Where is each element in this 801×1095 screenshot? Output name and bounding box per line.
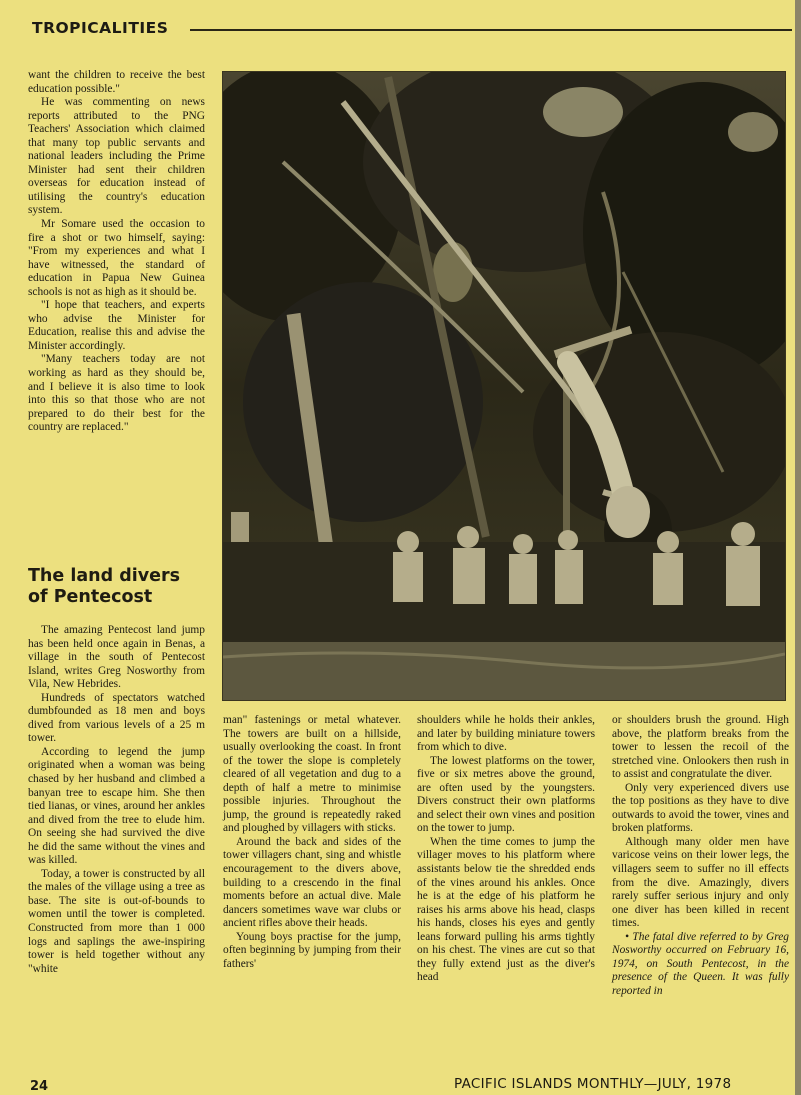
article-column-4 <box>612 714 789 998</box>
paragraph: According to legend the jump originated when a woman was being chased by her husband and climbed a banyan tree to escape him. She then tied lianas, or vines, around her ankles and dived from the tree to elude him. On seeing she had survived the dive he did the same without the vines and was killed. <box>28 745 205 867</box>
section-title: TROPICALITIES <box>32 19 169 37</box>
header-rule <box>190 29 792 31</box>
paragraph: Young boys practise for the jump, often beginning by jumping from their fathers' <box>223 930 401 970</box>
page-edge <box>795 0 801 1095</box>
page-header <box>32 19 792 43</box>
article-column-2 <box>223 714 401 971</box>
paragraph: Hundreds of spectators watched dumbfounded as 18 men and boys dived from various levels of a 25 m tower. <box>28 691 205 745</box>
paragraph: Around the back and sides of the tower villagers chant, sing and whistle encouragement to the divers above, building to a crescendo in the final moments before an actual dive. Male dancers sometimes wave war clubs or ancient rifles above their heads. <box>223 835 401 930</box>
headline-line-2: of Pentecost <box>28 587 153 607</box>
article-column-3 <box>417 714 595 985</box>
paragraph: or shoulders brush the ground. High above, the platform breaks from the tower to lessen the recoil of the stretched vine. Onlookers then rush in to assist and congratulate the diver. <box>612 714 789 781</box>
page-number: 24 <box>30 1079 49 1094</box>
paragraph: Today, a tower is constructed by all the males of the village using a tree as base. The site is out-of-bounds to women until the tower is completed. Constructed from more than 1 000 logs and saplings the awe-inspiring tower is held together without any "white <box>28 867 205 975</box>
paragraph: "Many teachers today are not working as hard as they should be, and I believe it is also time to look into this so that those who are not prepared to do their best for the country are replaced." <box>28 353 205 434</box>
paragraph: He was commenting on news reports attributed to the PNG Teachers' Association which claimed that many top public servants and national leaders including the Prime Minister had sent their children overseas for education instead of utilising the country's education system. <box>28 96 205 217</box>
article-column-1 <box>28 624 205 976</box>
paragraph: Although many older men have varicose veins on their lower legs, the villagers seem to suffer no ill effects from the dive. Amazingly, divers rarely suffer serious injury and only one diver has been killed in recent times. <box>612 835 789 930</box>
paragraph: man" fastenings or metal whatever. The towers are built on a hillside, usually overlooking the coast. In front of the tower the slope is completely cleared of all vegetation and dug to a depth of half a metre to minimise possible injuries. Throughout the jump, the ground is repeatedly raked and ploughed by villagers with sticks. <box>223 714 401 835</box>
paragraph: "I hope that teachers, and experts who advise the Minister for Education, realise this and advise the Minister accordingly. <box>28 299 205 352</box>
paragraph: The amazing Pentecost land jump has been held once again in Benas, a village in the south of Pentecost Island, writes Greg Nosworthy from Vila, New Hebrides. <box>28 624 205 691</box>
paragraph: Mr Somare used the occasion to fire a shot or two himself, saying: "From my experiences and what I have witnessed, the standard of education in Papua New Guinea schools is not as high as it should be. <box>28 218 205 298</box>
footnote: • The fatal dive referred to by Greg Nosworthy occurred on February 16, 1974, on South Pentecost, in the presence of the Queen. It was fully reported in <box>612 930 789 997</box>
paragraph: When the time comes to jump the villager moves to his platform where assistants below tie the shredded ends of the vines around his ankles. Once he is at the edge of his platform he raises his arms above his head, clasps his hands, closes his eyes and gently leans forward pulling his arms tightly on his chest. The vines are cut so that they fully extend just as the diver's head <box>417 835 595 984</box>
paragraph: want the children to receive the best education possible." <box>28 69 205 95</box>
article-headline <box>28 566 218 608</box>
land-diver-photo <box>222 71 786 701</box>
magazine-footer: PACIFIC ISLANDS MONTHLY—JULY, 1978 <box>454 1076 732 1092</box>
paragraph: shoulders while he holds their ankles, and later by building miniature towers from which to dive. <box>417 714 595 754</box>
paragraph: Only very experienced divers use the top positions as they have to dive outwards to avoid the tower, vines and broken platforms. <box>612 781 789 835</box>
left-column-continued <box>28 69 205 435</box>
photo-illustration <box>223 72 785 700</box>
headline-line-1: The land divers <box>28 566 181 586</box>
paragraph: The lowest platforms on the tower, five or six metres above the ground, are often used by the youngsters. Divers construct their own platforms and select their own vines and position on the tower to jump. <box>417 754 595 835</box>
